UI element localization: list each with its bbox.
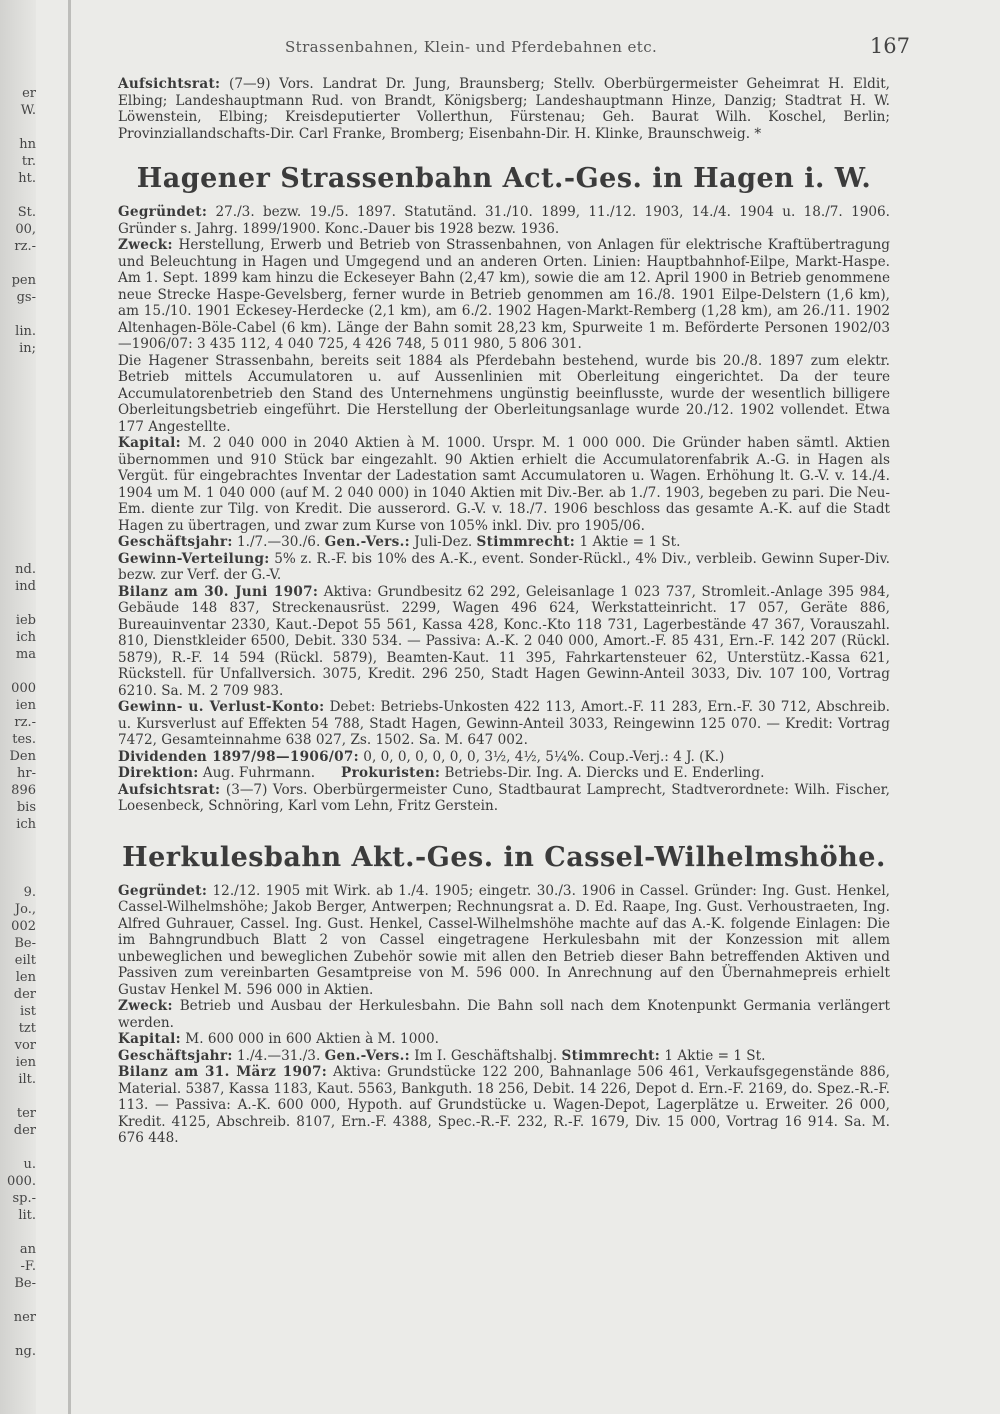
- margin-fragment: ner: [13, 1310, 36, 1325]
- gm-text: Im I. Geschäftshalbj.: [414, 1047, 558, 1064]
- balance-text: Aktiva: Grundstücke 122 200, Bahnanlage 506 461, Verkaufsgegenstände 886, Material. 5387, Kassa 1183, Kaut. 5563, Bankguth. 18 256, Debit. 14 226, Depot d. Ern.-F. 2169, do. Spez.-R.-F. 113. — Passiva: A.-K. 600 000, Hypoth. auf Grundstücke u. Wagen-Depot, Lagerplätze u. Erweiter. 26 000, Kredit. 4125, Abschreib. 8107, Ern.-F. 4388, Spec.-R.-F. 232, R.-F. 1679, Div. 15 000, Vortrag 16 914. Sa. M. 676 448.: [118, 1064, 890, 1146]
- margin-fragment: [0, 459, 40, 476]
- capital-label: Kapital:: [118, 435, 181, 451]
- hagen-balance: [118, 584, 890, 700]
- hagen-supervisory: [118, 782, 890, 815]
- margin-fragment: sp.-: [12, 1191, 36, 1206]
- margin-fragment: Be-: [14, 936, 36, 951]
- margin-fragment: [0, 1224, 40, 1241]
- prokuristen-text: Betriebs-Dir. Ing. A. Diercks und E. Enderling.: [444, 765, 765, 781]
- margin-fragment: [0, 408, 40, 425]
- purpose-text: Herstellung, Erwerb und Betrieb von Strassenbahnen, von Anlagen für elektrische Kraftübertragung und Beleuchtung in Hagen und Umgegend und an anderen Orten. Linien: Hauptbahnhof-Eilpe, Markt-Haspe. Am 1. Sept. 1899 kam hinzu die Eckeseyer Bahn (2,47 km), sowie die am 12. April 1900 in Betrieb genommene neue Strecke Haspe-Gevelsberg, ferner wurde in Betrieb genommen am 16./8. 1901 Eilpe-Delstern (1,6 km), am 15./10. 1901 Eckesey-Herdecke (2,1 km), am 6./2. 1902 Hagen-Markt-Remberg (1,28 km), am 26./11. 1902 Altenhagen-Böle-Cabel (6 km). Länge der Bahn somit 28,23 km, Spurweite 1 m. Beförderte Personen 1902/03—1906/07: 3 435 112, 4 040 725, 4 426 748, 5 011 980, 5 806 301.: [118, 237, 891, 352]
- aufsichtsrat-label: Aufsichtsrat:: [118, 76, 221, 92]
- margin-fragment: [0, 1139, 40, 1156]
- margin-fragment: an: [19, 1242, 36, 1257]
- margin-fragment: Jo.,: [14, 902, 36, 917]
- margin-fragment: [0, 510, 40, 527]
- book-gutter: [68, 0, 71, 1414]
- margin-fragment: lit.: [18, 1208, 36, 1223]
- hagen-dividends: [118, 749, 890, 766]
- margin-fragment: ich: [16, 817, 36, 832]
- founded-text: 12./12. 1905 mit Wirk. ab 1./4. 1905; eingetr. 30./3. 1906 in Cassel. Gründer: Ing. Gust. Henkel, Cassel-Wilhelmshöhe; Jakob Berger, Antwerpen; Rechnungsrat a. D. Ed. Raape, Ing. Gust. Verhoustraeten, Ing. Alfred Guhrauer, Cassel. Ing. Gust. Henkel, Cassel-Wilhelmshöhe machte auf das A.-K. folgende Einlagen: Die im Bahngrundbuch Blatt 2 von Cassel eingetragene Herkulesbahn mit der Konzession mit allem unbeweglichen und beweglichen Zubehör sowie mit allen den Betrieb dieser Bahn betreffenden Aktiven und Passiven zum vereinbarten Gesamtpreise von M. 596 000. In Anrechnung auf den Übernahmepreis erhielt Gustav Henkel M. 596 000 in Aktien.: [118, 882, 891, 998]
- margin-fragment: 9.: [23, 885, 36, 900]
- margin-fragment: [0, 391, 40, 408]
- pl-text: Debet: Betriebs-Unkosten 422 113, Amort.-F. 11 283, Ern.-F. 30 712, Abschreib. u. Kursverlust auf Effekten 54 788, Stadt Hagen, Gewinn-Anteil 3033, Reingewinn 125 070. — Kredit: Vortrag 7472, Gesamteinnahme 638 027, Zs. 1502. Sa. M. 647 002.: [118, 699, 890, 748]
- margin-fragment: W.: [20, 103, 36, 118]
- margin-fragment: ht.: [18, 171, 36, 186]
- hagen-purpose: [118, 237, 890, 353]
- herkules-purpose: [118, 998, 890, 1031]
- margin-fragment: hn: [19, 137, 36, 152]
- margin-fragment: bis: [16, 800, 36, 815]
- profit-text: 5% z. R.-F. bis 10% des A.-K., event. Sonder-Rückl., 4% Div., verbleib. Gewinn Super-Div. bezw. zur Verf. der G.-V.: [118, 550, 890, 583]
- margin-fragment: [0, 1326, 40, 1343]
- margin-fragment: [0, 476, 40, 493]
- margin-fragment: [0, 833, 40, 850]
- hagen-pl: [118, 699, 890, 749]
- margin-fragment: in;: [19, 341, 36, 356]
- margin-fragment: 002: [11, 919, 36, 934]
- margin-fragment: er: [22, 86, 36, 101]
- hagen-founded: [118, 204, 890, 237]
- margin-fragment: ich: [16, 630, 36, 645]
- founded-label: Gegründet:: [118, 882, 208, 899]
- margin-fragment: 00,: [15, 222, 36, 237]
- purpose-text: Betrieb und Ausbau der Herkulesbahn. Die Bahn soll nach dem Knotenpunkt Germania verlängert werden.: [118, 998, 890, 1031]
- page-number: 167: [869, 34, 910, 58]
- margin-fragment: len: [15, 970, 36, 985]
- gm-label: Gen.-Vers.:: [324, 534, 410, 550]
- adjacent-page-fragments: [0, 85, 40, 1360]
- company-title-hagen: Hagener Strassenbahn Act.-Ges. in Hagen i. W.: [136, 163, 872, 194]
- fiscal-text: 1./7.—30./6.: [236, 534, 321, 550]
- margin-fragment: hr-: [17, 766, 36, 781]
- page-header: [120, 36, 910, 66]
- margin-fragment: [0, 867, 40, 884]
- margin-fragment: ter: [16, 1106, 36, 1121]
- margin-fragment: rz.-: [14, 239, 36, 254]
- margin-fragment: pen: [11, 273, 36, 288]
- margin-fragment: Be-: [14, 1276, 36, 1291]
- margin-fragment: gs-: [16, 290, 36, 305]
- margin-fragment: ien: [15, 698, 36, 713]
- herkules-founded: [118, 883, 890, 999]
- margin-fragment: Den: [9, 749, 36, 764]
- margin-fragment: [0, 544, 40, 561]
- gm-label: Gen.-Vers.:: [324, 1047, 410, 1064]
- supervisory-label: Aufsichtsrat:: [118, 781, 221, 798]
- margin-fragment: ien: [15, 1055, 36, 1070]
- supervisory-text: (3—7) Vors. Oberbürgermeister Cuno, Stadtbaurat Lamprecht, Stadtverordnete: Wilh. Fischer, Loesenbeck, Schnöring, Karl vom Lehn, Fritz Gerstein.: [118, 781, 890, 814]
- founded-text: 27./3. bezw. 19./5. 1897. Statutänd. 31./10. 1899, 11./12. 1903, 14./4. 1904 u. 18./7. 1906. Gründer s. Jahrg. 1899/1900. Konc.-Dauer bis 1928 bezw. 1936.: [118, 204, 890, 237]
- margin-fragment: [0, 255, 40, 272]
- margin-fragment: [0, 850, 40, 867]
- hagen-management: [118, 765, 890, 782]
- herkules-capital: [118, 1031, 890, 1048]
- margin-fragment: 000.: [7, 1174, 36, 1189]
- hagen-profit: [118, 551, 890, 584]
- herkules-fiscal: [118, 1048, 890, 1065]
- hagen-history: Die Hagener Strassenbahn, bereits seit 1884 als Pferdebahn bestehend, wurde bis 20./8. 1897 zum elektr. Betrieb mittels Accumulatoren u. auf Aussenlinien mit Oberleitung eingerichtet. Da der teure Accumulatorenbetrieb den Stand des Unternehmens ungünstig beeinflusste, wurde der wesentlich billigere Oberleitungsbetrieb eingeführt. Die Herstellung der Oberleitungsanlage wurde 20./12. 1902 vollendet. Etwa 177 Angestellte.: [118, 352, 890, 435]
- margin-fragment: tr.: [21, 154, 36, 169]
- dividends-label: Dividenden 1897/98—1906/07:: [118, 748, 359, 765]
- margin-fragment: 896: [11, 783, 36, 798]
- margin-fragment: der: [13, 987, 36, 1002]
- margin-fragment: nd.: [15, 562, 36, 577]
- margin-fragment: [0, 374, 40, 391]
- margin-fragment: lin.: [15, 324, 36, 339]
- hagen-fiscal: [118, 534, 890, 551]
- direktion-label: Direktion:: [118, 765, 199, 781]
- margin-fragment: rz.-: [14, 715, 36, 730]
- margin-fragment: eilt: [14, 953, 36, 968]
- founded-label: Gegründet:: [118, 204, 208, 220]
- gm-text: Juli-Dez.: [414, 534, 473, 550]
- margin-fragment: ma: [15, 647, 36, 662]
- page-body: [118, 76, 890, 1147]
- capital-text: M. 2 040 000 in 2040 Aktien à M. 1000. Urspr. M. 1 000 000. Die Gründer haben sämtl. Aktien übernommen und 910 Stück bar eingezahlt. 90 Aktien erhielt die Accumulatorenfabrik A.-G. in Hagen als Vergüt. für eingebrachtes Inventar der Ladestation samt Accumulatoren u. Wagen. Erhöhung lt. G.-V. v. 14./4. 1904 um M. 1 040 000 (auf M. 2 040 000) in 1040 Aktien mit Div.-Ber. ab 1./7. 1903, begeben zu pari. Die Neu-Em. diente zur Tilg. von Kredit. Die ausserord. G.-V. v. 18./7. 1906 beschloss das gesamte A.-K. auf die Stadt Hagen zu übertragen, und zwar zum Kurse von 105% inkl. Div. pro 1905/06.: [118, 435, 890, 534]
- purpose-label: Zweck:: [118, 998, 173, 1014]
- margin-fragment: [0, 595, 40, 612]
- capital-label: Kapital:: [118, 1031, 181, 1047]
- margin-fragment: ng.: [15, 1344, 36, 1359]
- margin-fragment: [0, 1292, 40, 1309]
- balance-text: Aktiva: Grundbesitz 62 292, Geleisanlage 1 023 737, Stromleit.-Anlage 395 984, Gebäude 148 837, Streckenausrüst. 2299, Wagen 496 624, Werkstatteinricht. 17 057, Geräte 886, Bureauinventar 2330, Kaut.-Depot 55 561, Kassa 428, Konc.-Kto 118 731, Lagerbestände 47 367, Vorauszahl. 810, Dienstkleider 6500, Debit. 330 534. — Passiva: A.-K. 2 040 000, Amort.-F. 85 431, Ern.-F. 142 207 (Rückl. 5879), R.-F. 14 594 (Rückl. 5879), Beamten-Kaut. 11 395, Fahrkartensteuer 62, Unterstütz.-Kassa 621, Rückstell. für Unfallversich. 3075, Kredit. 296 250, Stadt Hagen Gewinn-Anteil 3033, Div. 107 100, Vortrag 6210. Sa. M. 2 709 983.: [118, 583, 890, 699]
- margin-fragment: 000: [11, 681, 36, 696]
- profit-label: Gewinn-Verteilung:: [118, 550, 270, 567]
- margin-fragment: ieb: [15, 613, 36, 628]
- aufsichtsrat-text: (7—9) Vors. Landrat Dr. Jung, Braunsberg; Stellv. Oberbürgermeister Geheimrat H. Eldit, Elbing; Landeshauptmann Rud. von Brandt, Königsberg; Landeshauptmann Hinze, Danzig; Stadtrat H. W. Löwenstein, Elbing; Kreisdeputierter Vollerthun, Fürstenau; Geh. Baurat Wilh. Koschel, Berlin; Provinziallandschafts-Dir. Carl Franke, Bromberg; Eisenbahn-Dir. H. Klinke, Braunschweig. *: [118, 76, 891, 142]
- margin-fragment: vor: [14, 1038, 36, 1053]
- margin-fragment: [0, 306, 40, 323]
- margin-fragment: ist: [19, 1004, 36, 1019]
- dividends-text: 0, 0, 0, 0, 0, 0, 0, 3½, 4½, 5¼%. Coup.-Verj.: 4 J. (K.): [363, 748, 725, 765]
- capital-text: M. 600 000 in 600 Aktien à M. 1000.: [185, 1031, 439, 1047]
- margin-fragment: tzt: [18, 1021, 36, 1036]
- vote-label: Stimmrecht:: [561, 1047, 661, 1064]
- margin-fragment: ilt.: [18, 1072, 36, 1087]
- margin-fragment: [0, 357, 40, 374]
- margin-fragment: [0, 187, 40, 204]
- margin-fragment: u.: [23, 1157, 36, 1172]
- purpose-label: Zweck:: [118, 237, 173, 253]
- fiscal-label: Geschäftsjahr:: [118, 534, 233, 550]
- direktion-text: Aug. Fuhrmann.: [202, 765, 316, 781]
- hagen-capital: [118, 435, 890, 534]
- herkules-balance: [118, 1064, 890, 1147]
- vote-label: Stimmrecht:: [476, 534, 576, 550]
- margin-fragment: der: [13, 1123, 36, 1138]
- running-head: Strassenbahnen, Klein- und Pferdebahnen etc.: [285, 38, 658, 56]
- margin-fragment: [0, 663, 40, 680]
- fiscal-text: 1./4.—31./3.: [236, 1047, 321, 1064]
- margin-fragment: [0, 527, 40, 544]
- margin-fragment: [0, 442, 40, 459]
- margin-fragment: St.: [17, 205, 36, 220]
- margin-fragment: [0, 425, 40, 442]
- vote-text: 1 Aktie = 1 St.: [664, 1047, 766, 1064]
- aufsichtsrat-block: [118, 76, 890, 142]
- balance-label: Bilanz am 31. März 1907:: [118, 1064, 328, 1080]
- margin-fragment: [0, 1088, 40, 1105]
- balance-label: Bilanz am 30. Juni 1907:: [118, 583, 319, 600]
- margin-fragment: -F.: [20, 1259, 36, 1274]
- margin-fragment: tes.: [12, 732, 36, 747]
- pl-label: Gewinn- u. Verlust-Konto:: [118, 699, 325, 715]
- prokuristen-label: Prokuristen:: [341, 765, 441, 781]
- fiscal-label: Geschäftsjahr:: [118, 1047, 233, 1064]
- margin-fragment: [0, 119, 40, 136]
- vote-text: 1 Aktie = 1 St.: [579, 534, 681, 550]
- company-title-herkulesbahn: Herkulesbahn Akt.-Ges. in Cassel-Wilhelmshöhe.: [122, 841, 886, 873]
- margin-fragment: [0, 493, 40, 510]
- margin-fragment: ind: [15, 579, 36, 594]
